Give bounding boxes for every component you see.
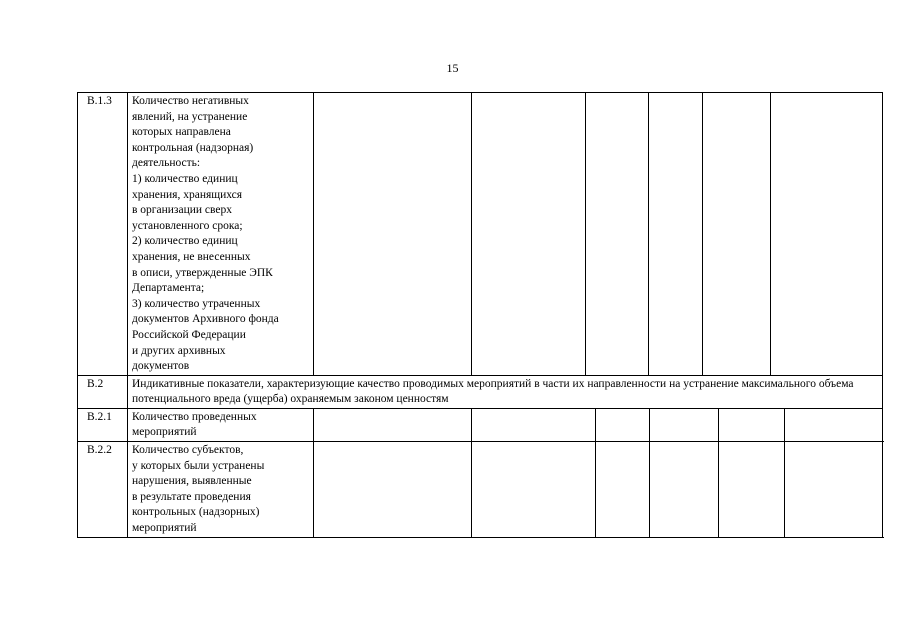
row-code: В.1.3 bbox=[78, 93, 128, 376]
description-line: 3) количество утраченных bbox=[132, 297, 261, 310]
description-line: документов Архивного фонда bbox=[132, 313, 279, 326]
description-line: которых направлена bbox=[132, 126, 231, 139]
description-line: в описи, утвержденные ЭПК bbox=[132, 266, 273, 279]
description-line: контрольных (надзорных) bbox=[132, 506, 260, 519]
table-row-b-1-3 bbox=[78, 93, 883, 376]
empty-cell bbox=[719, 408, 785, 441]
description-line: и других архивных bbox=[132, 344, 226, 357]
description-line: 2) количество единиц bbox=[132, 235, 238, 248]
row-description bbox=[128, 442, 314, 538]
empty-cell bbox=[785, 442, 883, 538]
description-line: Департамента; bbox=[132, 282, 205, 295]
empty-cell bbox=[596, 442, 650, 538]
row-description bbox=[128, 93, 314, 376]
empty-cell bbox=[719, 442, 785, 538]
empty-cell bbox=[586, 93, 649, 376]
section-heading: Индикативные показатели, характеризующие качество проводимых мероприятий в части их направленности на устранение максимального объема потенциального вреда (ущерба) охраняемым законом ценностям bbox=[128, 375, 883, 408]
description-line: Российской Федерации bbox=[132, 328, 246, 341]
description-line: в результате проведения bbox=[132, 490, 251, 503]
row-code: В.2.1 bbox=[78, 408, 128, 441]
empty-cell bbox=[314, 93, 472, 376]
table-row-b-2 bbox=[78, 375, 883, 408]
description-line: деятельность: bbox=[132, 157, 201, 170]
description-line: у которых были устранены bbox=[132, 459, 265, 472]
table-row-b-2-2 bbox=[78, 442, 883, 538]
empty-cell bbox=[314, 442, 472, 538]
indicators-table bbox=[77, 92, 883, 538]
description-line: Количество субъектов, bbox=[132, 444, 244, 457]
description-line: мероприятий bbox=[132, 426, 197, 439]
empty-cell bbox=[703, 93, 771, 376]
empty-cell bbox=[596, 408, 650, 441]
empty-cell bbox=[314, 408, 472, 441]
description-line: установленного срока; bbox=[132, 219, 243, 232]
table-row-b-2-1 bbox=[78, 408, 883, 441]
description-line: мероприятий bbox=[132, 522, 197, 535]
description-line: хранения, не внесенных bbox=[132, 250, 251, 263]
row-code: В.2.2 bbox=[78, 442, 128, 538]
empty-cell bbox=[650, 408, 719, 441]
description-line: 1) количество единиц bbox=[132, 172, 238, 185]
empty-cell bbox=[472, 408, 596, 441]
description-line: Количество негативных bbox=[132, 95, 249, 107]
empty-cell bbox=[771, 93, 883, 376]
description-line: хранения, хранящихся bbox=[132, 188, 243, 201]
page-number: 15 bbox=[446, 61, 459, 75]
empty-cell bbox=[650, 442, 719, 538]
row-description bbox=[128, 408, 314, 441]
empty-cell bbox=[649, 93, 703, 376]
empty-cell bbox=[472, 93, 586, 376]
empty-cell bbox=[785, 408, 883, 441]
description-line: явлений, на устранение bbox=[132, 110, 248, 123]
description-line: нарушения, выявленные bbox=[132, 475, 252, 488]
description-line: контрольная (надзорная) bbox=[132, 141, 254, 154]
empty-cell bbox=[472, 442, 596, 538]
description-line: в организации сверх bbox=[132, 204, 232, 217]
description-line: Количество проведенных bbox=[132, 410, 257, 423]
row-code: В.2 bbox=[78, 375, 128, 408]
description-line: документов bbox=[132, 360, 190, 373]
